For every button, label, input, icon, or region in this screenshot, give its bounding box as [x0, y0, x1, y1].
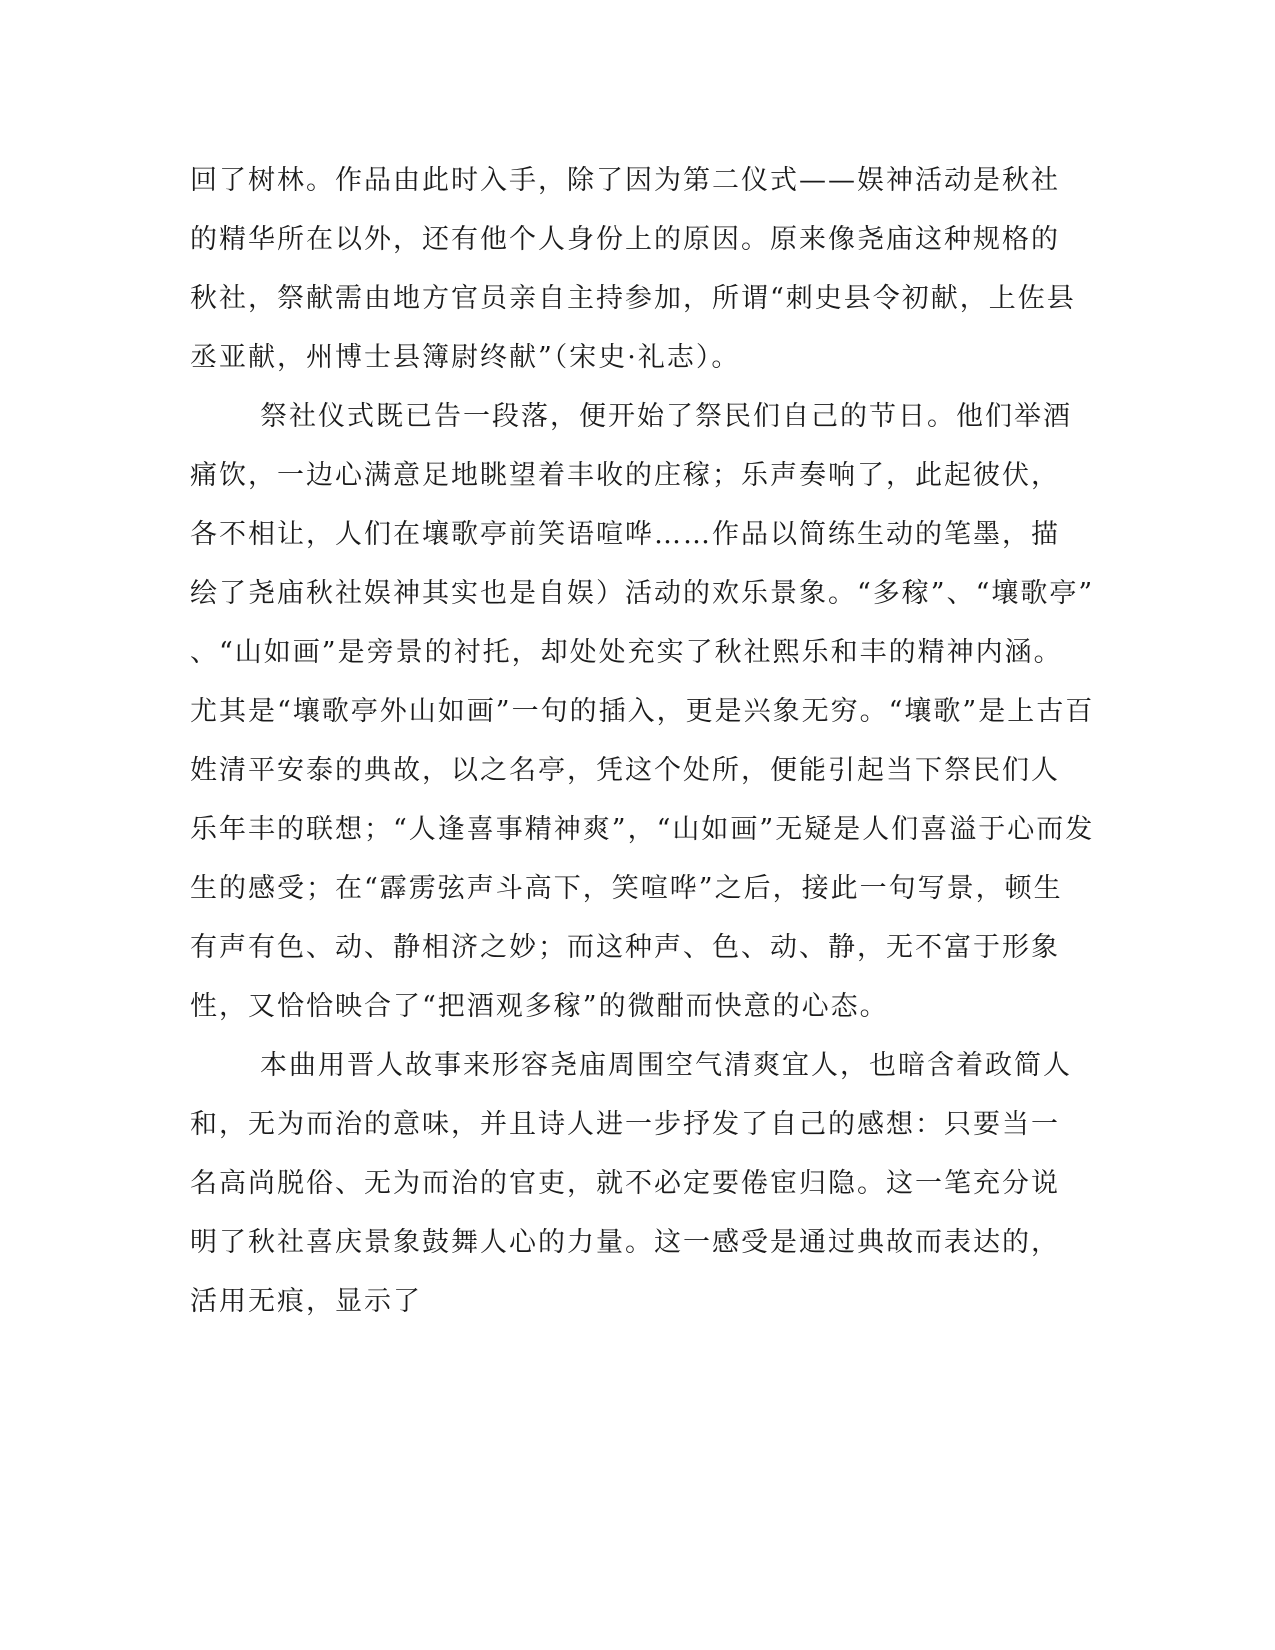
- paragraph-3-line-2: 和，无为而治的意味，并且诗人进一步抒发了自己的感想：只要当一: [190, 1109, 1060, 1140]
- paragraph-1-line-3: 秋社，祭献需由地方官员亲自主持参加，所谓“刺史县令初献，上佐县: [190, 283, 1076, 314]
- paragraph-2-line-6: 尤其是“壤歌亭外山如画”一句的插入，更是兴象无穷。“壤歌”是上古百: [190, 696, 1095, 727]
- paragraph-2-line-11: 性，又恰恰映合了“把酒观多稼”的微酣而快意的心态。: [190, 991, 889, 1022]
- paragraph-2-line-9: 生的感受；在“霹雳弦声斗高下，笑喧哗”之后，接此一句写景，顿生: [190, 873, 1063, 904]
- paragraph-2-line-10: 有声有色、动、静相济之妙；而这种声、色、动、静，无不富于形象: [190, 932, 1060, 963]
- paragraph-3-line-3: 名高尚脱俗、无为而治的官吏，就不必定要倦宦归隐。这一笔充分说: [190, 1168, 1060, 1199]
- paragraph-2-line-2: 痛饮，一边心满意足地眺望着丰收的庄稼；乐声奏响了，此起彼伏，: [190, 460, 1060, 491]
- paragraph-2-line-7: 姓清平安泰的典故，以之名亭，凭这个处所，便能引起当下祭民们人: [190, 755, 1060, 786]
- paragraph-2-line-5: 、“山如画”是旁景的衬托，却处处充实了秋社熙乐和丰的精神内涵。: [190, 637, 1063, 668]
- paragraph-2-line-1: 祭社仪式既已告一段落，便开始了祭民们自己的节日。他们举酒: [260, 401, 1072, 432]
- paragraph-3-line-1: 本曲用晋人故事来形容尧庙周围空气清爽宜人，也暗含着政简人: [260, 1050, 1072, 1081]
- paragraph-2-line-8: 乐年丰的联想；“人逢喜事精神爽”，“山如画”无疑是人们喜溢于心而发: [190, 814, 1095, 845]
- paragraph-2-line-4: 绘了尧庙秋社娱神其实也是自娱）活动的欢乐景象。“多稼”、“壤歌亭”: [190, 578, 1095, 609]
- paragraph-3-line-5: 活用无痕，显示了: [190, 1286, 422, 1317]
- paragraph-1-line-2: 的精华所在以外，还有他个人身份上的原因。原来像尧庙这种规格的: [190, 224, 1060, 255]
- paragraph-3-line-4: 明了秋社喜庆景象鼓舞人心的力量。这一感受是通过典故而表达的，: [190, 1227, 1060, 1258]
- paragraph-1-line-4: 丞亚献，州博士县簿尉终献”（宋史·礼志）。: [190, 342, 741, 373]
- paragraph-1-line-1: 回了树林。作品由此时入手，除了因为第二仪式——娱神活动是秋社: [190, 165, 1060, 196]
- paragraph-2-line-3: 各不相让，人们在壤歌亭前笑语喧哗……作品以简练生动的笔墨，描: [190, 519, 1060, 550]
